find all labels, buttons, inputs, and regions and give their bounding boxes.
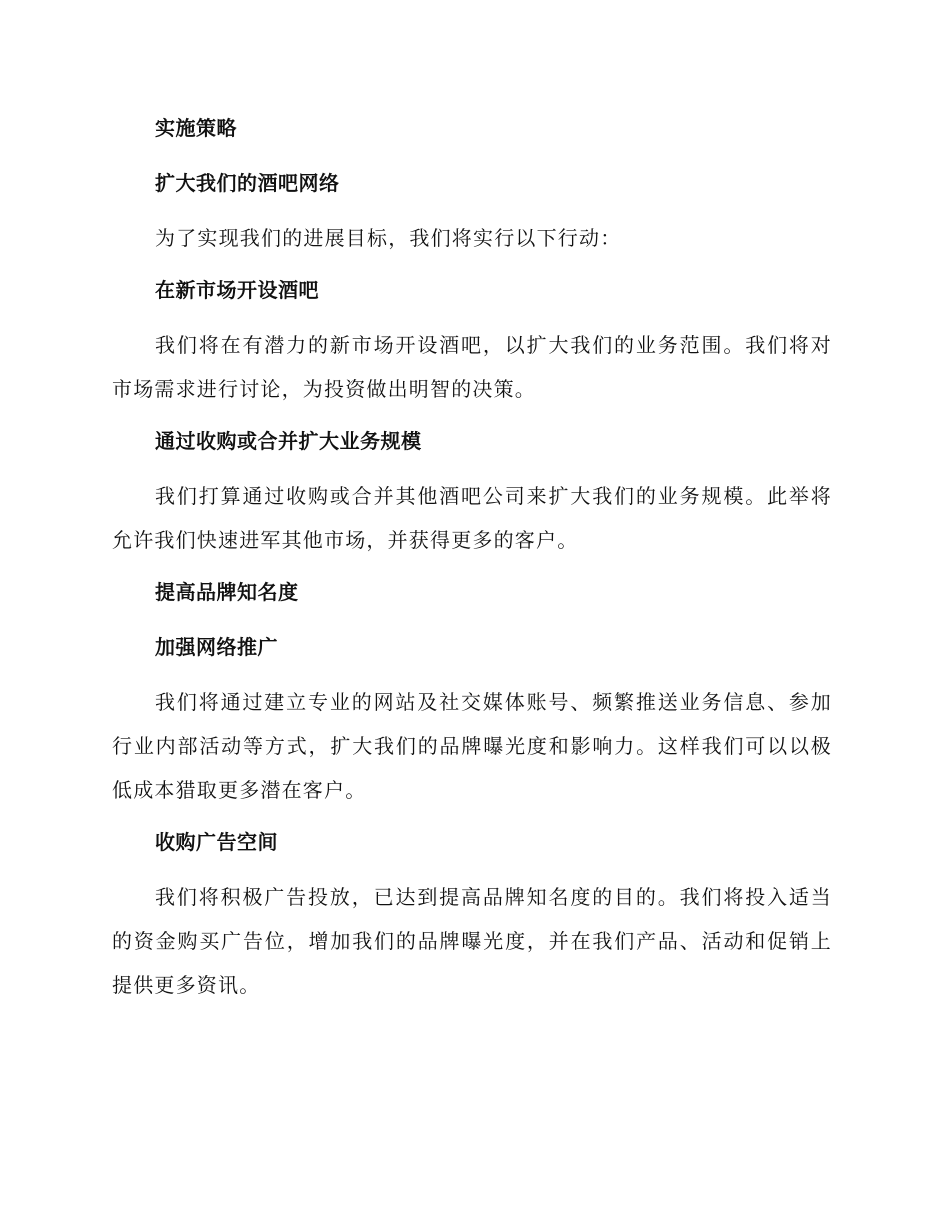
intro-paragraph: 为了实现我们的进展目标，我们将实行以下行动： (155, 226, 622, 250)
heading-online-promotion: 加强网络推广 (155, 635, 278, 659)
paragraph-ad-space: 我们将积极广告投放，已达到提高品牌知名度的目的。我们将投入适当的资金购买广告位，增加我们的品牌曝光度，并在我们产品、活动和促销上提供更多资讯。 (112, 885, 832, 997)
heading-open-new-markets: 在新市场开设酒吧 (155, 278, 319, 302)
heading-acquisition-merger: 通过收购或合并扩大业务规模 (155, 429, 422, 453)
heading-brand-awareness: 提高品牌知名度 (155, 580, 299, 604)
heading-ad-space: 收购广告空间 (155, 830, 278, 854)
paragraph-acquisition-merger: 我们打算通过收购或合并其他酒吧公司来扩大我们的业务规模。此举将允许我们快速进军其他市场，并获得更多的客户。 (112, 484, 832, 552)
heading-expand-bar-network: 扩大我们的酒吧网络 (155, 171, 340, 195)
paragraph-open-new-markets: 我们将在有潜力的新市场开设酒吧，以扩大我们的业务范围。我们将对市场需求进行讨论，为投资做出明智的决策。 (112, 333, 832, 401)
heading-implementation-strategy: 实施策略 (155, 116, 237, 140)
paragraph-online-promotion: 我们将通过建立专业的网站及社交媒体账号、频繁推送业务信息、参加行业内部活动等方式，扩大我们的品牌曝光度和影响力。这样我们可以以极低成本猎取更多潜在客户。 (112, 690, 832, 802)
document-content (112, 110, 832, 1019)
